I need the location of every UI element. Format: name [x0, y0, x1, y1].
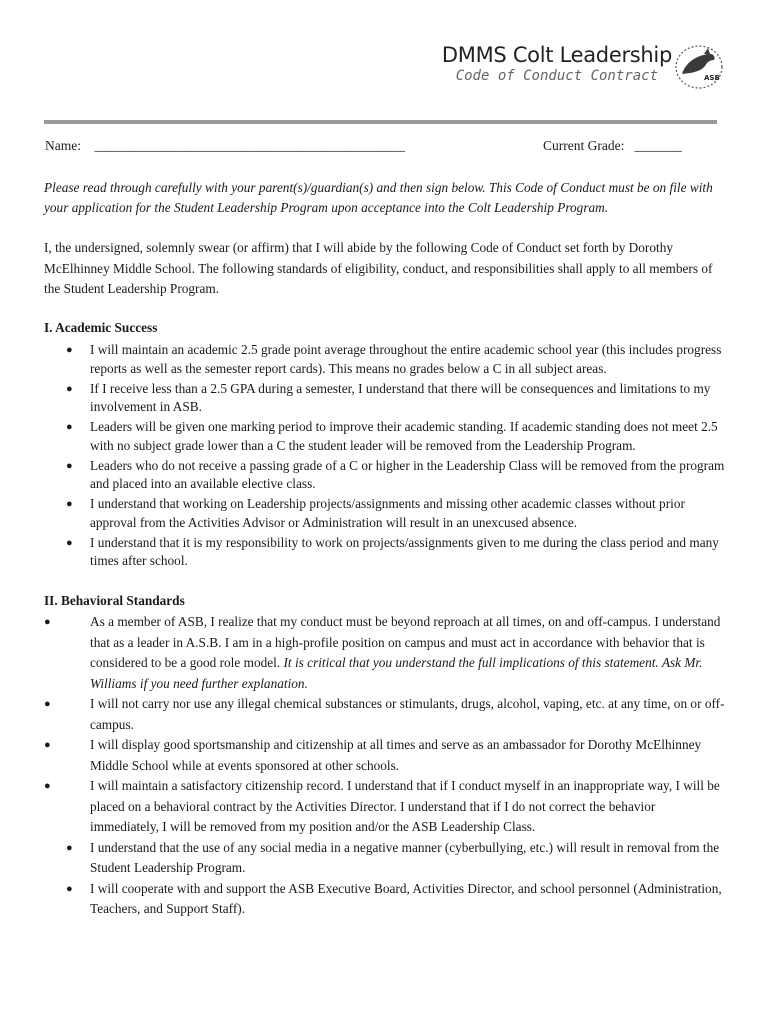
list-item: ● I will display good sportsmanship and citizenship at all times and serve as an ambassador for Dorothy McElhinney Middle School while at events sponsored at other schools. — [44, 737, 702, 773]
grade-label: Current Grade: — [543, 138, 625, 153]
name-label: Name: — [45, 138, 81, 153]
bullet-icon: ● — [44, 780, 51, 792]
bullet-icon: ● — [44, 698, 51, 710]
bullet-icon: ● — [66, 382, 73, 395]
behavioral-list — [44, 612, 726, 920]
header-rule — [44, 120, 717, 124]
header-title: DMMS Colt Leadership — [441, 43, 672, 67]
bullet-icon: ● — [44, 616, 51, 628]
list-item: ● I will not carry nor use any illegal chemical substances or stimulants, drugs, alcohol, vaping, etc. at any time, on or off-campus. — [44, 696, 725, 732]
italic-note: It is critical that you understand the full implications of this statement. Ask Mr. Williams if you need further explanation. — [90, 655, 703, 691]
list-item: ● I will maintain an academic 2.5 grade point average throughout the entire academic school year (this includes progress reports as well as the semester report cards). This means no grades below a C in all subject areas. — [66, 342, 722, 376]
academic-list — [44, 341, 726, 573]
bullet-icon: ● — [66, 882, 73, 895]
header-subtitle: Code of Conduct Contract — [455, 68, 658, 84]
bullet-icon: ● — [66, 536, 73, 549]
list-item: ● I understand that the use of any social media in a negative manner (cyberbullying, etc.) will result in removal from the Student Leadership Program. — [66, 839, 720, 875]
bullet-icon: ● — [66, 841, 73, 854]
bullet-icon: ● — [66, 421, 73, 434]
bullet-icon: ● — [66, 498, 73, 511]
bullet-icon: ● — [44, 739, 51, 751]
grade-line[interactable]: _______ — [634, 138, 682, 153]
name-line[interactable]: ______________________________________________ — [94, 138, 405, 153]
name-field[interactable] — [45, 138, 405, 154]
section-academic-heading: I. Academic Success — [44, 320, 158, 335]
section-behavioral-heading: II. Behavioral Standards — [44, 593, 185, 608]
list-item: ● As a member of ASB, I realize that my conduct must be beyond reproach at all times, on and off-campus. I understand that as a leader in A.S.B. I am in a high-profile position on campus and must act in accordance with behavior that is considered to be a good role model. It is critical that you understand the full implications of this statement. Ask Mr. Williams if you need further explanation. — [44, 614, 721, 691]
list-item: ● I will maintain a satisfactory citizenship record. I understand that if I conduct myself in an inappropriate way, I will be placed on a behavioral contract by the Activities Director. I understand that if I do not correct the behavior immediately, I will be removed from my position and/or the ASB Leadership Class. — [44, 778, 720, 834]
grade-field[interactable] — [543, 138, 682, 154]
list-item: ● Leaders will be given one marking period to improve their academic standing. If academic standing does not meet 2.5 with no subject grade lower than a C the student leader will be removed from the Leadership Program. — [66, 419, 718, 453]
list-item: ● If I receive less than a 2.5 GPA during a semester, I understand that there will be consequences and limitations to my involvement in ASB. — [66, 380, 711, 415]
logo-asb-text: ASB — [704, 74, 720, 82]
list-item: ● I understand that it is my responsibility to work on projects/assignments given to me during the class period and many times after school. — [66, 534, 719, 569]
list-item: ● I understand that working on Leadership projects/assignments and missing other academic classes without prior approval from the Activities Advisor or Administration will result in an unexcused absence. — [66, 496, 685, 530]
colt-logo — [674, 44, 724, 90]
pledge-paragraph: I, the undersigned, solemnly swear (or affirm) that I will abide by the following Code of Conduct set forth by Dorothy McElhinney Middle School. The following standards of eligibility, conduct, and responsibilities shall apply to all members of the Student Leadership Program. — [44, 240, 713, 296]
list-item: ● Leaders who do not receive a passing grade of a C or higher in the Leadership Class will be removed from the program and placed into an available elective class. — [66, 457, 725, 492]
bullet-icon: ● — [66, 344, 73, 356]
list-item: ● I will cooperate with and support the ASB Executive Board, Activities Director, and school personnel (Administration, Teachers, and Support Staff). — [66, 880, 722, 916]
intro-instructions: Please read through carefully with your parent(s)/guardian(s) and then sign below. This Code of Conduct must be on file with your application for the Student Leadership Program upon acceptance into the Colt Leadership Program. — [44, 180, 713, 215]
bullet-icon: ● — [66, 459, 73, 472]
